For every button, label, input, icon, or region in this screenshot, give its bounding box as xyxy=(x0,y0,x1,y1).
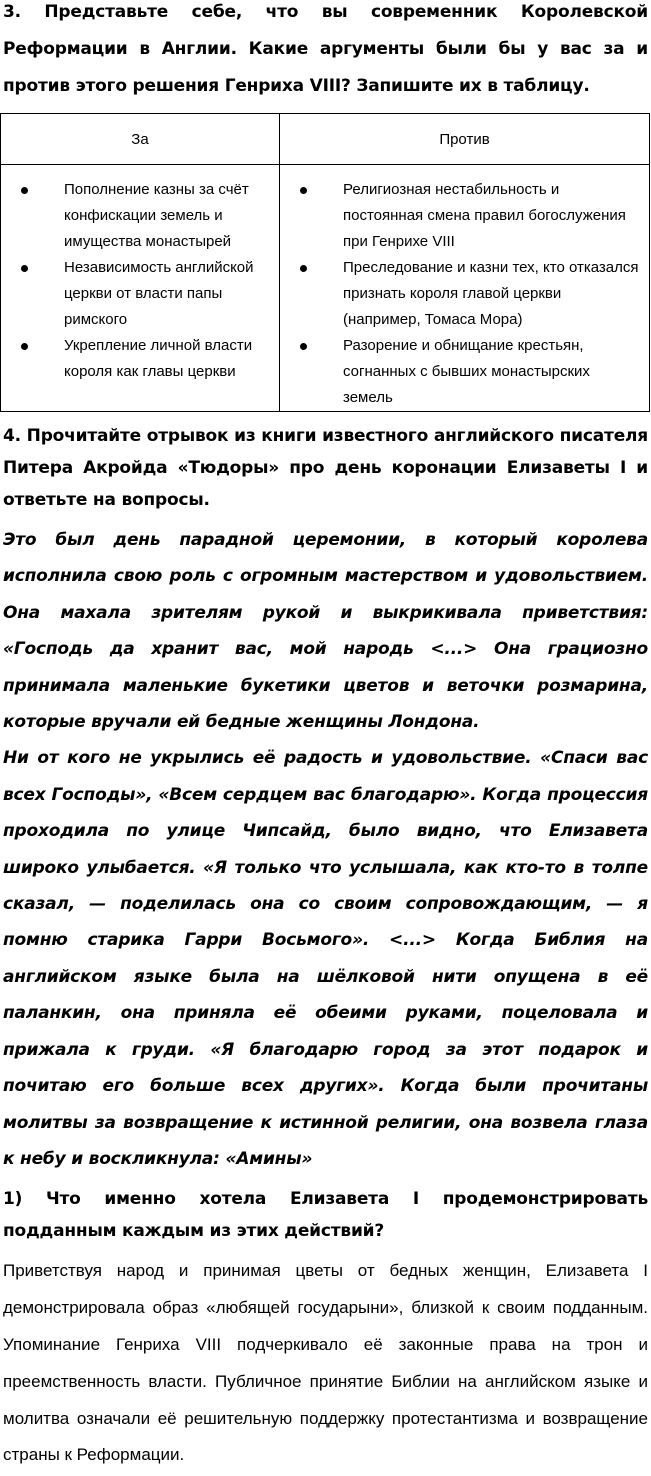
list-item: Независимость английской церкви от власти папы римского xyxy=(17,255,269,333)
column-header-contra: Против xyxy=(280,114,650,165)
contra-list xyxy=(296,177,639,411)
question-1: 1) Что именно хотела Елизавета I продемонстрировать подданным каждым из этих действий? xyxy=(3,1189,648,1242)
table-row xyxy=(1,165,650,412)
task3-heading: 3. Представьте себе, что вы современник Королевской Реформации в Англии. Какие аргументы были бы у вас за и против этого решения Генриха VIII? Запишите их в таблицу. xyxy=(3,2,648,96)
list-item: Преследование и казни тех, кто отказался признать короля главой церкви (например, Томаса Мора) xyxy=(296,255,639,333)
contra-cell xyxy=(280,165,650,412)
list-item: Пополнение казны за счёт конфискации земель и имущества монастырей xyxy=(17,177,269,255)
table-header-row xyxy=(1,114,650,165)
pro-cell xyxy=(1,165,280,412)
arguments-table xyxy=(0,113,650,412)
list-item: Укрепление личной власти короля как главы церкви xyxy=(17,333,269,385)
list-item: Религиозная нестабильность и постоянная смена правил богослужения при Генрихе VIII xyxy=(296,177,639,255)
list-item: Разорение и обнищание крестьян, согнанных с бывших монастырских земель xyxy=(296,333,639,411)
column-header-pro: За xyxy=(1,114,280,165)
answer-1: Приветствуя народ и принимая цветы от бедных женщин, Елизавета I демонстрировала образ «любящей государыни», близкой к своим подданным. Упоминание Генриха VIII подчеркивало её законные права на трон и преемственность власти. Публичное принятие Библии на английском языке и молитва означали её решительную поддержку протестантизма и возвращение страны к Реформации. xyxy=(3,1261,648,1465)
pro-list xyxy=(17,177,269,385)
excerpt-paragraph-2: Ни от кого не укрылись её радость и удовольствие. «Спаси вас всех Господы», «Всем сердцем вас благодарю». Когда процессия проходила по улице Чипсайд, было видно, что Елизавета широко улыбается. «Я только что услышала, как кто-то в толпе сказал, — поделилась она со своим сопровождающим, — я помню старика Гарри Восьмого». <...> Когда Библия на английском языке была на шёлковой нити опущена в её паланкин, она приняла её обеими руками, поцеловала и прижала к груди. «Я благодарю город за этот подарок и почитаю его больше всех других». Когда были прочитаны молитвы за возвращение к истинной религии, она возвела глаза к небу и воскликнула: «Амины» xyxy=(3,748,648,1169)
excerpt-paragraph-1: Это был день парадной церемонии, в который королева исполнила свою роль с огромным мастерством и удовольствием. Она махала зрителям рукой и выкрикивала приветствия: «Господь да хранит вас, мой народь <...> Она грациозно принимала маленькие букетики цветов и веточки розмарина, которые вручали ей бедные женщины Лондона. xyxy=(3,530,648,733)
task4-heading: 4. Прочитайте отрывок из книги известного английского писателя Питера Акройда «Тюдоры» про день коронации Елизаветы I и ответьте на вопросы. xyxy=(3,426,648,510)
